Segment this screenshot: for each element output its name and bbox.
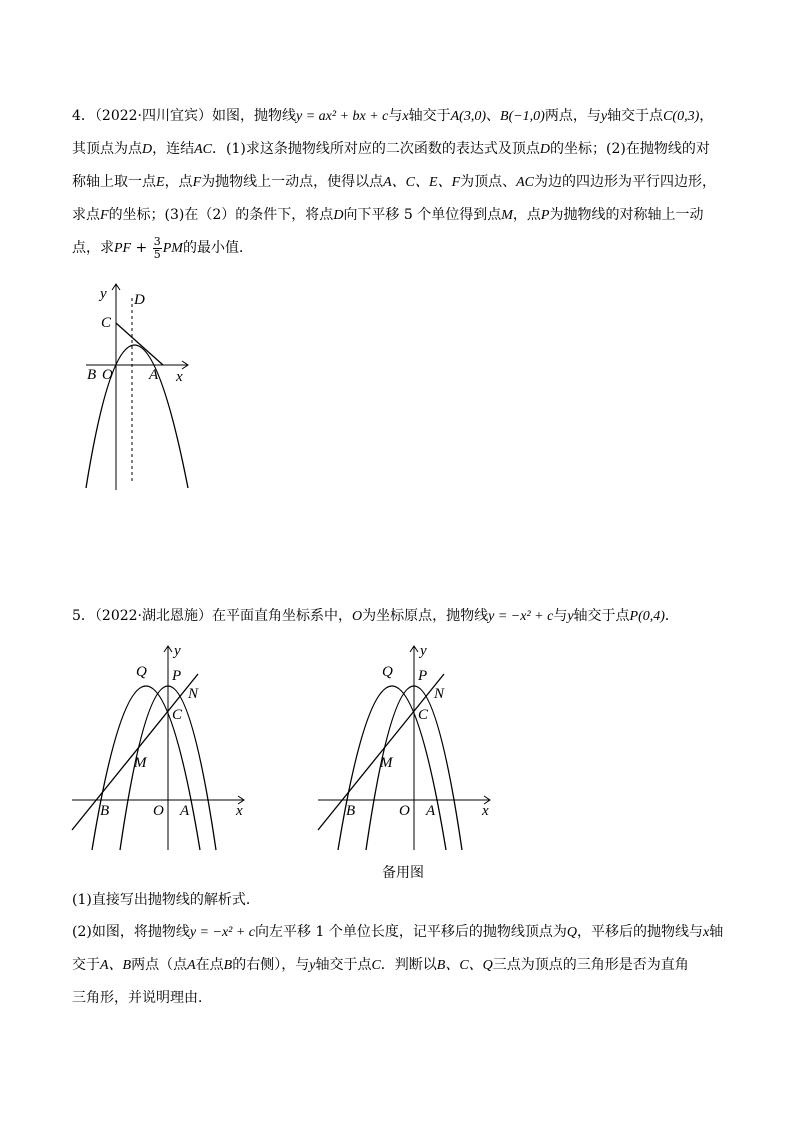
- label-b: B: [87, 367, 97, 383]
- label-y: y: [100, 286, 107, 302]
- backup-figure-caption: 备用图: [382, 865, 424, 881]
- label-o: O: [102, 367, 113, 383]
- p4-line-2: 其顶点为点D，连结AC．(1)求这条抛物线所对应的二次函数的表达式及顶点D的坐标；(2)在抛物线的对: [72, 141, 710, 157]
- label-a: A: [180, 803, 190, 819]
- p5-line-1: 5．（2022·湖北恩施）在平面直角坐标系中，O为坐标原点，抛物线y = −x² + c与y轴交于点P(0,4)．: [72, 608, 679, 624]
- problem-5-backup-figure: [308, 640, 508, 855]
- p4-line-5: 点，求PF + $\frac{3}{5}$ PM的最小值．: [72, 234, 253, 261]
- p5-part-1: (1)直接写出抛物线的解析式．: [72, 892, 260, 908]
- label-b: B: [346, 803, 356, 819]
- label-x: x: [482, 803, 489, 819]
- problem-5-parts: [72, 884, 732, 1014]
- label-d: D: [134, 292, 145, 308]
- label-n: N: [434, 686, 445, 702]
- p5-part-2-line-3: 三角形，并说明理由．: [72, 990, 212, 1006]
- problem-4-figure: [70, 278, 210, 498]
- label-c: C: [172, 707, 183, 723]
- label-a: A: [426, 803, 436, 819]
- label-q: Q: [382, 664, 393, 680]
- label-o: O: [399, 803, 410, 819]
- label-x: x: [236, 803, 243, 819]
- label-n: N: [188, 686, 199, 702]
- label-m: M: [380, 755, 393, 771]
- p4-line-4: 求点F的坐标；(3)在（2）的条件下，将点D向下平移 5 个单位得到点M，点P为抛物线的对称轴上一动: [72, 207, 704, 223]
- label-c: C: [418, 707, 429, 723]
- problem-5-figure: [62, 640, 262, 855]
- problem-5-text: [72, 600, 732, 633]
- label-x: x: [176, 369, 183, 385]
- label-a: A: [149, 367, 159, 383]
- label-y: y: [420, 643, 427, 659]
- label-m: M: [134, 755, 147, 771]
- segment-ac: [116, 323, 163, 365]
- fraction-three-fifths: $\frac{3}{5}$: [153, 234, 161, 261]
- label-o: O: [153, 803, 164, 819]
- label-p: P: [418, 668, 428, 684]
- p4-line-3: 称轴上取一点E，点F为抛物线上一动点，使得以点A、C、E、F为顶点、AC为边的四边形为平行四边形，: [72, 174, 717, 190]
- label-c: C: [101, 315, 112, 331]
- label-q: Q: [136, 664, 147, 680]
- label-y: y: [174, 643, 181, 659]
- label-b: B: [100, 803, 110, 819]
- p5-part-2-line-1: (2)如图，将抛物线y = −x² + c向左平移 1 个单位长度，记平移后的抛物线顶点为Q，平移后的抛物线与x轴: [72, 924, 724, 940]
- p5-part-2-line-2: 交于A、B两点（点A在点B的右侧），与y轴交于点C．判断以B、C、Q三点为顶点的三角形是否为直角: [72, 957, 689, 973]
- problem-4-text: [72, 100, 732, 265]
- label-p: P: [172, 668, 182, 684]
- p4-line-1: 4．（2022·四川宜宾）如图，抛物线y = ax² + bx + c与x轴交于A(3,0)、B(−1,0)两点，与y轴交于点C(0,3)，: [72, 108, 714, 124]
